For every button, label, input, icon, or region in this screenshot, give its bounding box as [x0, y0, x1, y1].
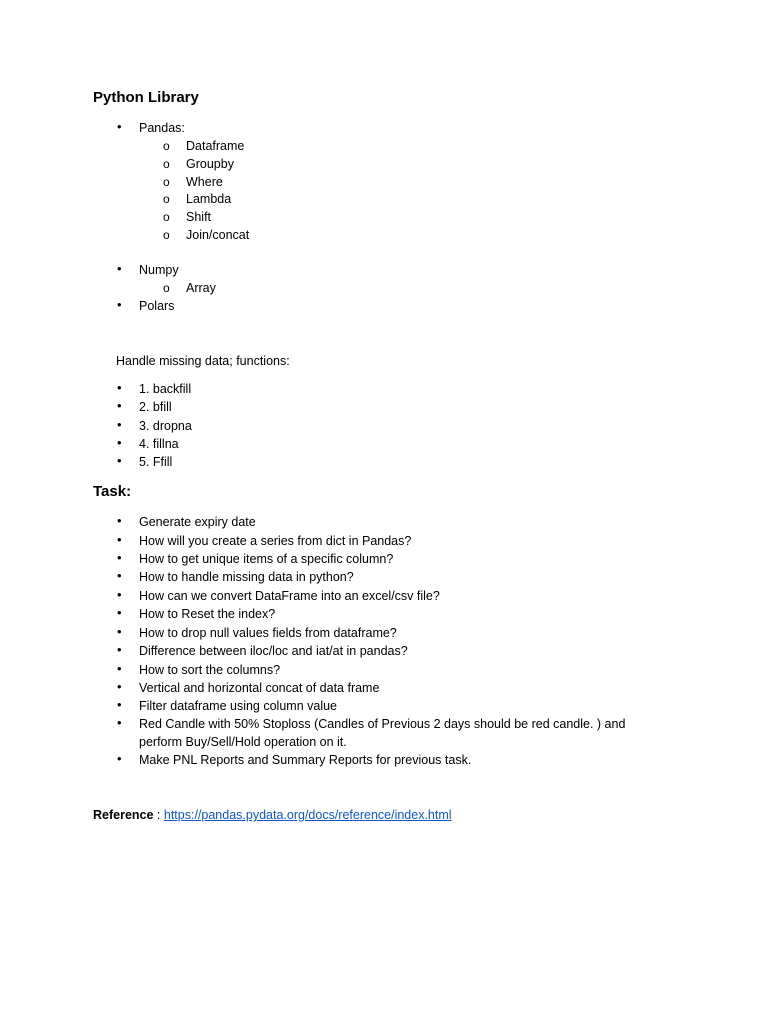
bullet-icon: •: [117, 679, 122, 694]
bullet-icon: •: [117, 624, 122, 639]
task-item: Generate expiry date: [139, 515, 256, 529]
task-item: How to drop null values fields from dataframe?: [139, 626, 397, 640]
missing-data-intro: Handle missing data; functions:: [116, 354, 290, 368]
task-item: How to sort the columns?: [139, 663, 281, 677]
list-item-function: 2. bfill: [139, 400, 172, 414]
bullet-icon: •: [117, 751, 122, 766]
bullet-icon: •: [117, 697, 122, 712]
task-item: How will you create a series from dict in Pandas?: [139, 534, 412, 548]
sub-bullet-icon: o: [163, 281, 170, 295]
sub-bullet-icon: o: [163, 228, 170, 242]
bullet-icon: •: [117, 119, 122, 134]
list-item-function: 5. Ffill: [139, 455, 173, 469]
sub-bullet-icon: o: [163, 192, 170, 206]
task-item: How to Reset the index?: [139, 607, 276, 621]
task-item: How to handle missing data in python?: [139, 570, 354, 584]
bullet-icon: •: [117, 568, 122, 583]
sub-bullet-icon: o: [163, 175, 170, 189]
sub-bullet-icon: o: [163, 139, 170, 153]
bullet-icon: •: [117, 642, 122, 657]
sub-list-item: Groupby: [186, 157, 234, 171]
reference-separator: :: [153, 808, 164, 822]
sub-list-item: Array: [186, 281, 216, 295]
bullet-icon: •: [117, 435, 122, 450]
section-heading-python-library: Python Library: [93, 89, 199, 106]
bullet-icon: •: [117, 398, 122, 413]
sub-list-item: Where: [186, 175, 223, 189]
reference-line: [93, 807, 452, 823]
reference-label: Reference: [93, 808, 154, 822]
task-item: Filter dataframe using column value: [139, 699, 338, 713]
bullet-icon: •: [117, 605, 122, 620]
sub-list-item: Join/concat: [186, 228, 250, 242]
sub-bullet-icon: o: [163, 157, 170, 171]
list-item-function: 4. fillna: [139, 437, 179, 451]
bullet-icon: •: [117, 550, 122, 565]
task-item: Make PNL Reports and Summary Reports for previous task.: [139, 753, 472, 767]
bullet-icon: •: [117, 417, 122, 432]
bullet-icon: •: [117, 715, 122, 730]
section-heading-task: Task:: [93, 483, 132, 500]
list-item-pandas: Pandas:: [139, 121, 185, 135]
bullet-icon: •: [117, 587, 122, 602]
list-item-function: 3. dropna: [139, 419, 192, 433]
bullet-icon: •: [117, 513, 122, 528]
list-item-numpy: Numpy: [139, 263, 179, 277]
task-item: Difference between iloc/loc and iat/at in pandas?: [139, 644, 408, 658]
bullet-icon: •: [117, 453, 122, 468]
task-item: How can we convert DataFrame into an excel/csv file?: [139, 589, 440, 603]
sub-bullet-icon: o: [163, 210, 170, 224]
task-item: How to get unique items of a specific column?: [139, 552, 394, 566]
bullet-icon: •: [117, 261, 122, 276]
bullet-icon: •: [117, 661, 122, 676]
bullet-icon: •: [117, 297, 122, 312]
list-item-polars: Polars: [139, 299, 175, 313]
sub-list-item: Dataframe: [186, 139, 245, 153]
task-item-continuation: perform Buy/Sell/Hold operation on it.: [139, 735, 347, 749]
bullet-icon: •: [117, 532, 122, 547]
reference-link[interactable]: https://pandas.pydata.org/docs/reference/index.html: [163, 808, 452, 822]
bullet-icon: •: [117, 380, 122, 395]
task-item: Vertical and horizontal concat of data frame: [139, 681, 380, 695]
list-item-function: 1. backfill: [139, 382, 192, 396]
task-item: Red Candle with 50% Stoploss (Candles of Previous 2 days should be red candle. ) and: [139, 717, 626, 731]
sub-list-item: Shift: [186, 210, 212, 224]
sub-list-item: Lambda: [186, 192, 232, 206]
